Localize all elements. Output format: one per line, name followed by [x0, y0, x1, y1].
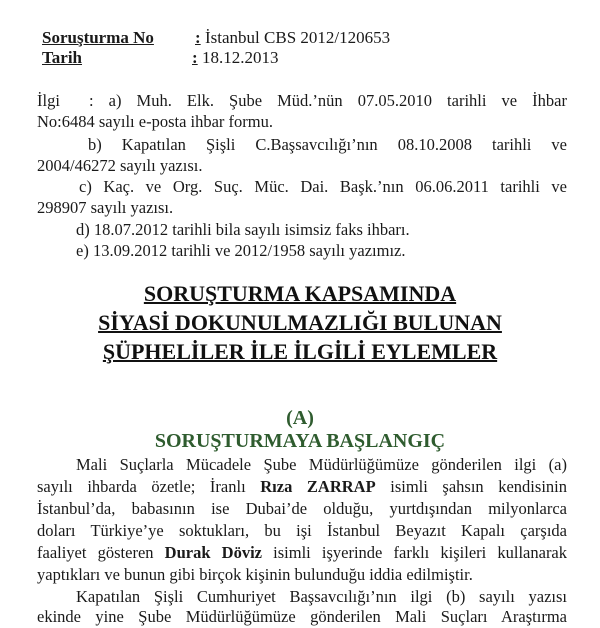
- date-colon: :: [192, 48, 198, 67]
- reference-e-line: e) 13.09.2012 tarihli ve 2012/1958 sayılı yazımız.: [76, 241, 406, 260]
- section-letter: (A): [286, 407, 314, 429]
- date-value: 18.12.2013: [202, 48, 279, 67]
- text-span: sayılı ihbarda özetle; İranlı: [37, 477, 261, 496]
- text-span: faaliyet gösteren: [37, 543, 165, 562]
- case-number-colon: :: [195, 28, 201, 47]
- paragraph-1-line-5: [37, 542, 567, 564]
- reference-a-line1: [37, 90, 567, 112]
- date-label: Tarih: [42, 48, 83, 67]
- reference-label: İlgi: [37, 91, 60, 110]
- reference-b-line2: 2004/46272 sayılı yazısı.: [37, 156, 203, 175]
- date-row: [42, 48, 279, 68]
- case-number-label: Soruşturma No: [42, 28, 154, 47]
- text-span: isimli şahsın kendisinin: [375, 477, 567, 496]
- text-span: isimli işyerinde farklı kişileri kullanarak: [262, 543, 568, 562]
- section-heading: SORUŞTURMAYA BAŞLANGIÇ: [154, 430, 446, 452]
- reference-a-line2: No:6484 sayılı e-posta ihbar formu.: [37, 112, 273, 131]
- paragraph-1-line-1: Mali Suçlarla Mücadele Şube Müdürlüğümüze gönderilen ilgi (a): [76, 455, 567, 474]
- title-line-2: SİYASİ DOKUNULMAZLIĞI BULUNAN: [98, 310, 502, 335]
- paragraph-1-line-2: [37, 476, 567, 498]
- reference-b-line1: b) Kapatılan Şişli C.Başsavcılığı’nın 08.10.2008 tarihli ve: [88, 135, 567, 154]
- reference-c-line1: c) Kaç. ve Org. Suç. Müc. Dai. Başk.’nın 06.06.2011 tarihli ve: [79, 177, 567, 196]
- paragraph-1-line-6: yaptıkları ve bunun gibi birçok kişinin bulunduğu iddia edilmiştir.: [37, 565, 473, 584]
- reference-a-text: : a) Muh. Elk. Şube Müd.’nün 07.05.2010 tarihli ve İhbar: [89, 91, 567, 110]
- reference-c-line2: 298907 sayılı yazısı.: [37, 198, 174, 217]
- case-number-row: [42, 28, 391, 48]
- reference-d-line: d) 18.07.2012 tarihli bila sayılı isimsiz faks ihbarı.: [76, 220, 410, 239]
- title-line-3: ŞÜPHELİLER İLE İLGİLİ EYLEMLER: [102, 339, 498, 364]
- paragraph-1-line-4: doları Türkiye’ye soktukları, bu işi İstanbul Beyazıt Kapalı çarşıda: [37, 521, 567, 540]
- person-name: Rıza ZARRAP: [260, 477, 376, 496]
- paragraph-2-line-2: ekinde yine Şube Müdürlüğümüze gönderilen Mali Suçları Araştırma: [37, 607, 567, 626]
- company-name: Durak Döviz: [164, 543, 262, 562]
- paragraph-2-line-1: Kapatılan Şişli Cumhuriyet Başsavcılığı’nın ilgi (b) sayılı yazısı: [76, 587, 567, 606]
- paragraph-1-line-3: İstanbul’da, babasının ise Dubai’de olduğu, yurtdışından milyonlarca: [37, 499, 567, 518]
- case-number-value: İstanbul CBS 2012/120653: [205, 28, 391, 47]
- title-line-1: SORUŞTURMA KAPSAMINDA: [143, 281, 457, 306]
